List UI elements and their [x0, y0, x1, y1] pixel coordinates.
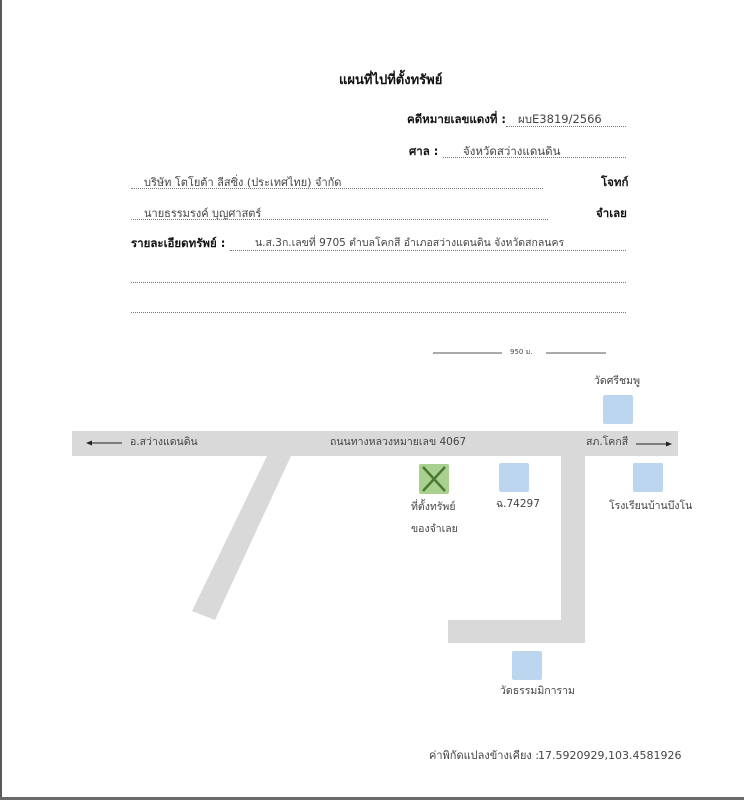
school-marker [633, 463, 663, 492]
temple-north-label: วัดศรีชมพู [594, 375, 640, 387]
scale-label: 950 ม. [510, 348, 533, 356]
page-title: แผนที่ไปที่ตั้งทรัพย์ [339, 73, 443, 88]
property-details-label: รายละเอียดทรัพย์ : [131, 236, 226, 250]
temple-north-marker [603, 395, 633, 424]
temple-south-marker [512, 651, 542, 680]
southern-connector-road [448, 620, 585, 643]
left-direction-label: อ.สว่างแดนดิน [130, 436, 198, 448]
court-value: จังหวัดสว่างแดนดิน [463, 144, 561, 158]
right-direction-label: สภ.โคกสี [586, 436, 629, 448]
defendant-name: นายธรรมรงค์ บุญศาสตร์ [144, 207, 262, 220]
property-details-value: น.ส.3ก.เลขที่ 9705 ตำบลโคกสี อำเภอสว่างแดนดิน จังหวัดสกลนคร [255, 237, 565, 249]
defendant-role: จำเลย [596, 206, 627, 220]
diagonal-branch-road [192, 456, 291, 620]
case-number-label: คดีหมายเลขแดงที่ : [407, 112, 507, 126]
case-number-value: ผบE3819/2566 [518, 112, 602, 126]
land-plot-marker [499, 463, 529, 492]
vertical-branch-road [561, 456, 585, 643]
court-label: ศาล : [409, 144, 439, 158]
plaintiff-role: โจทก์ [601, 175, 629, 189]
land-plot-label: ฉ.74297 [496, 498, 540, 510]
school-label: โรงเรียนบ้านบึงโน [609, 500, 693, 512]
property-marker-label-line1: ที่ตั้งทรัพย์ [411, 501, 456, 513]
coordinates-label: ค่าพิกัดแปลงข้างเคียง : [429, 749, 539, 762]
property-marker-label-line2: ของจำเลย [411, 523, 458, 535]
highway-label: ถนนทางหลวงหมายเลข 4067 [330, 436, 467, 448]
coordinates-value: 17.5920929,103.4581926 [538, 749, 682, 762]
temple-south-label: วัดธรรมมิการาม [500, 685, 575, 697]
plaintiff-name: บริษัท โตโยต้า ลีสซิ่ง (ประเทศไทย) จำกัด [144, 176, 342, 189]
